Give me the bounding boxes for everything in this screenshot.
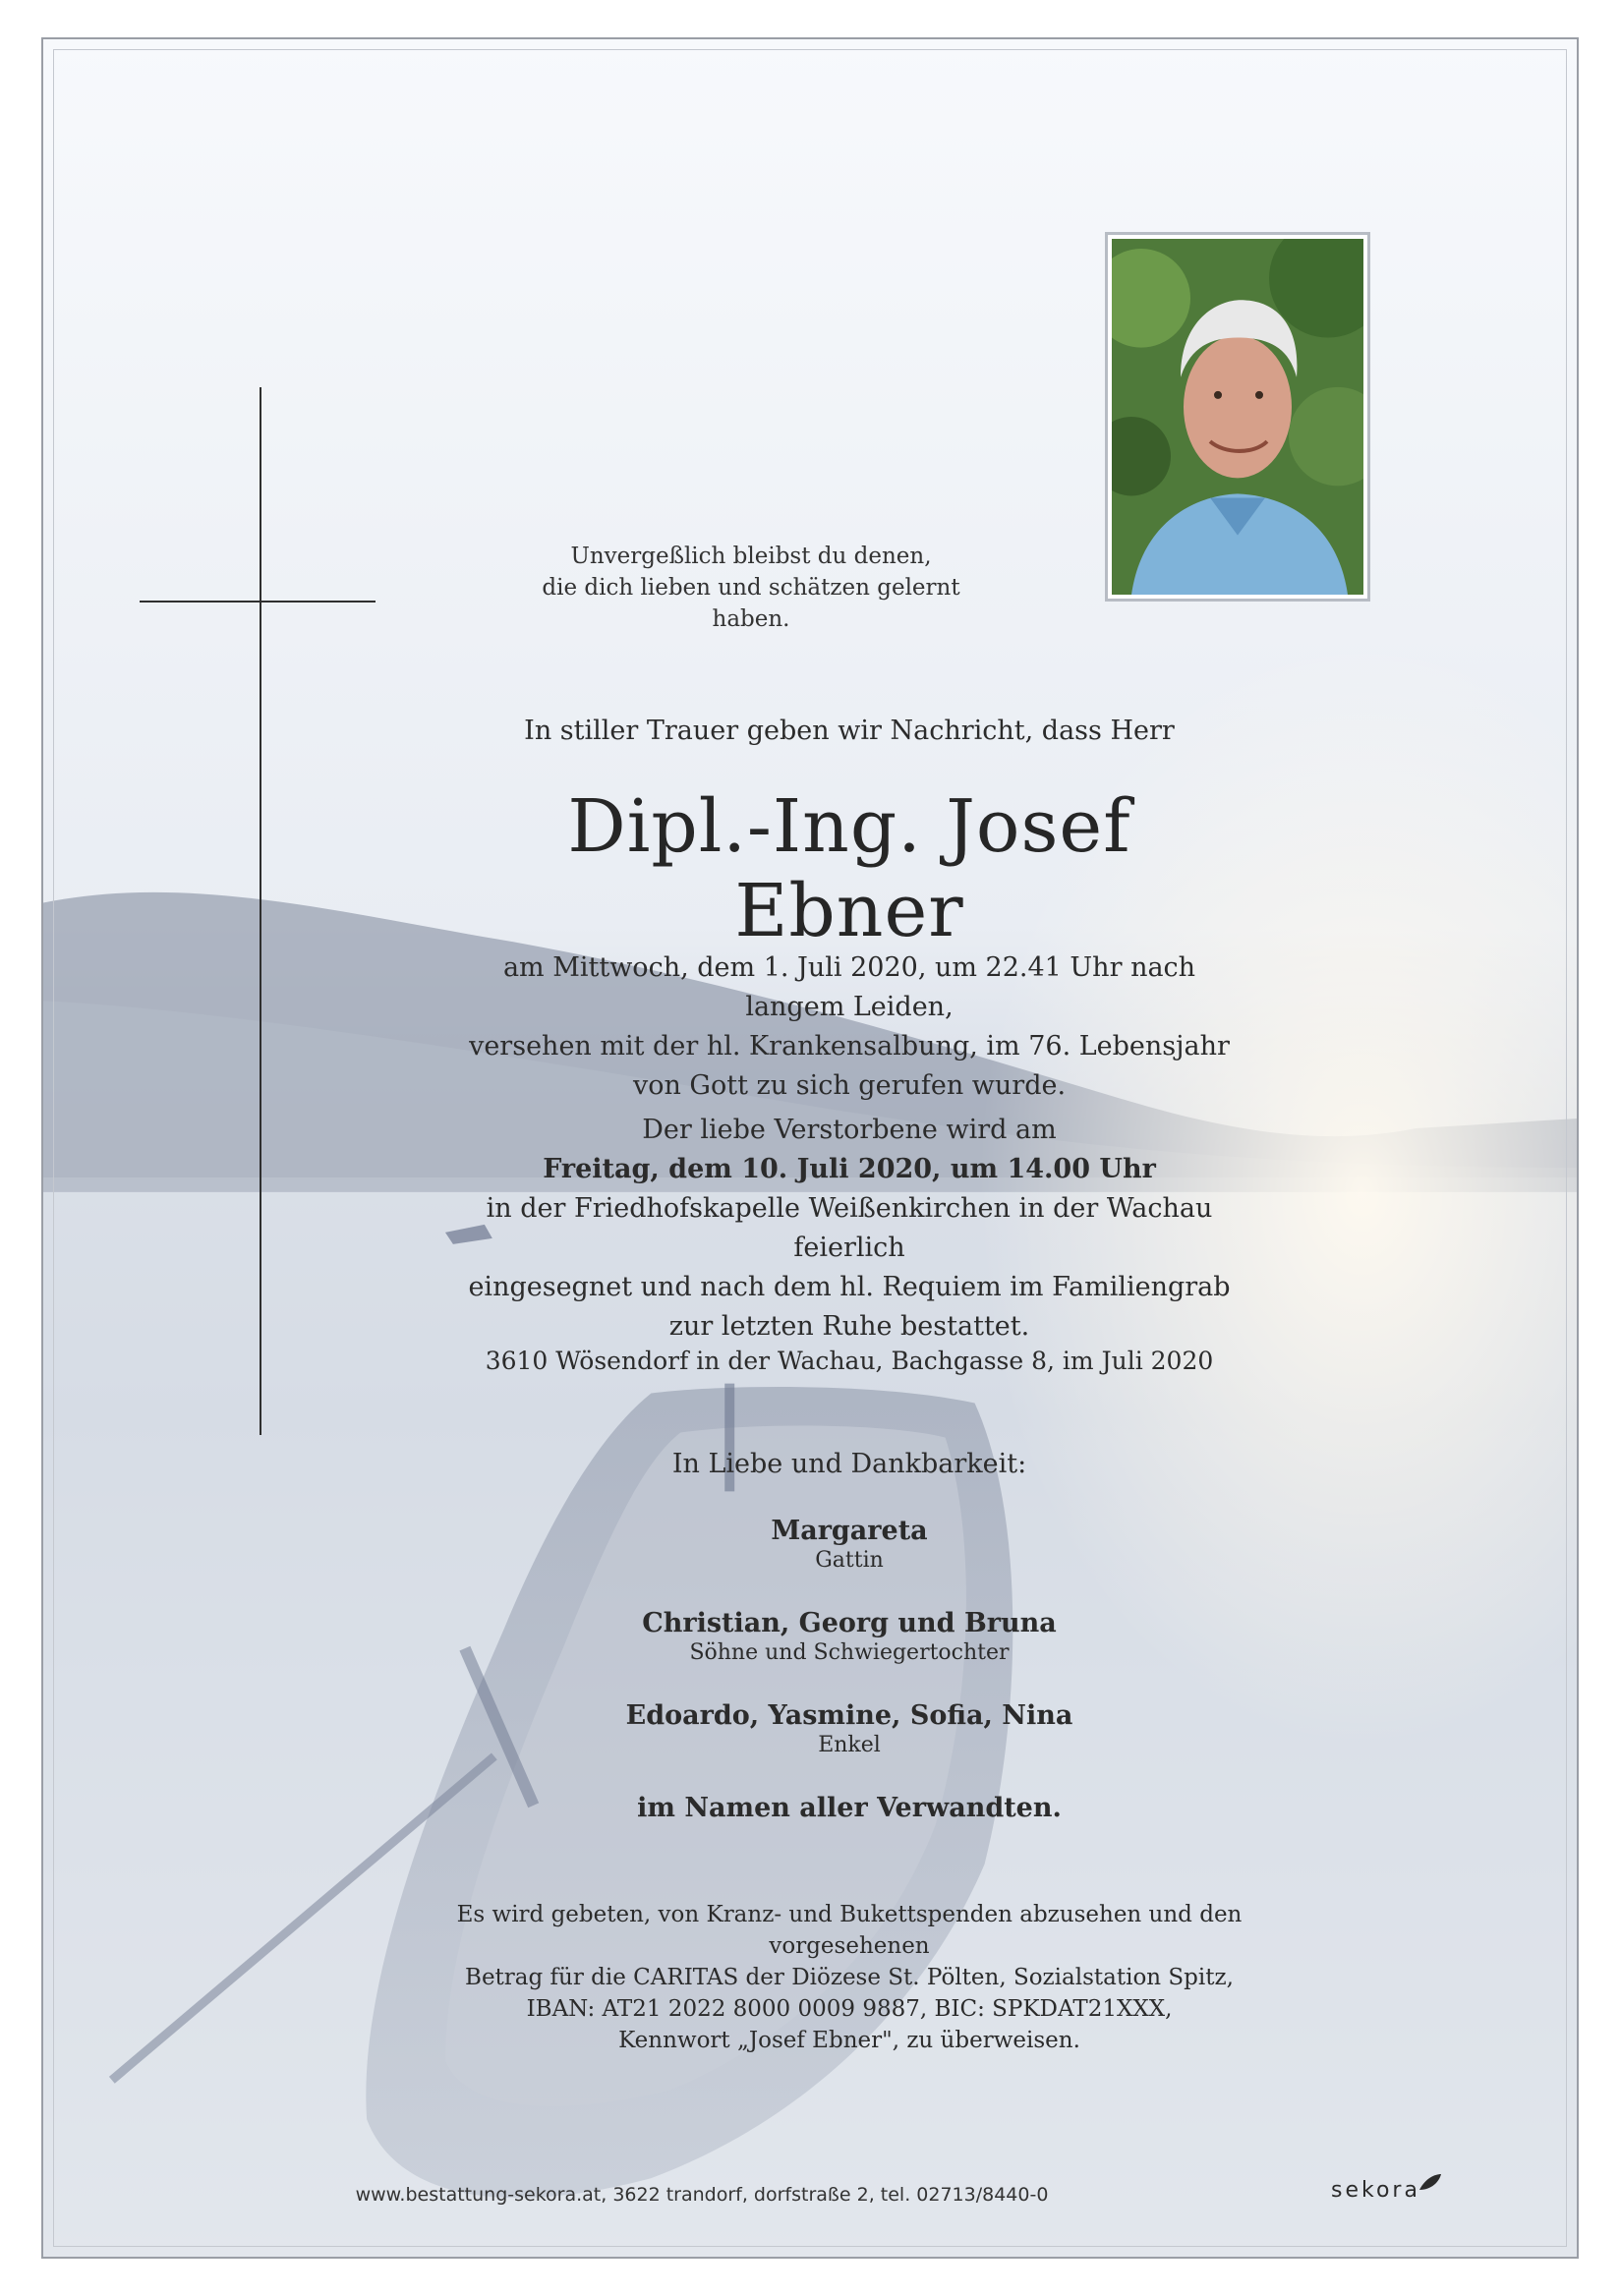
memorial-quote (505, 541, 997, 635)
cross-horizontal-bar (140, 601, 376, 603)
all-relatives-line: im Namen aller Verwandten. (637, 1793, 1062, 1823)
relative-group-3 (456, 1700, 1243, 1757)
funeral-line-1: Der liebe Verstorbene wird am (642, 1115, 1057, 1145)
donation-request (456, 1899, 1243, 2056)
portrait-photo (1105, 232, 1370, 602)
death-line-2: versehen mit der hl. Krankensalbung, im 76. Lebensjahr (469, 1031, 1230, 1062)
funeral-home-footer: www.bestattung-sekora.at, 3622 trandorf, dorfstraße 2, tel. 02713/8440-0 (355, 2184, 1049, 2206)
relative-role: Gattin (815, 1548, 884, 1573)
relative-group-2 (456, 1608, 1243, 1665)
relative-group-1 (456, 1516, 1243, 1573)
funeral-line-3: in der Friedhofskapelle Weißenkirchen in der Wachau feierlich (486, 1193, 1213, 1263)
donation-line-4: Kennwort „Josef Ebner", zu überweisen. (618, 2028, 1080, 2053)
cross-vertical-bar (260, 387, 261, 1435)
funeral-info (456, 1111, 1243, 1347)
obituary-page (41, 37, 1579, 2259)
funeral-home-logo: sekora (1331, 2178, 1420, 2203)
intro-text: In stiller Trauer geben wir Nachricht, dass Herr (524, 716, 1175, 746)
death-notice (456, 948, 1243, 1106)
quote-line-1: Unvergeßlich bleibst du denen, (570, 544, 932, 569)
relative-role: Söhne und Schwiegertochter (689, 1640, 1010, 1665)
funeral-line-5: zur letzten Ruhe bestattet. (668, 1311, 1030, 1342)
place-and-date: 3610 Wösendorf in der Wachau, Bachgasse 8, im Juli 2020 (485, 1347, 1214, 1375)
relative-names: Edoardo, Yasmine, Sofia, Nina (625, 1700, 1073, 1731)
donation-line-2: Betrag für die CARITAS der Diözese St. Pölten, Sozialstation Spitz, (465, 1965, 1234, 1990)
funeral-line-4: eingesegnet und nach dem hl. Requiem im Familiengrab (468, 1272, 1231, 1302)
leaf-icon (1418, 2172, 1443, 2194)
death-line-3: von Gott zu sich gerufen wurde. (632, 1070, 1067, 1101)
donation-line-1: Es wird gebeten, von Kranz- und Bukettspenden abzusehen und den vorgesehenen (456, 1902, 1243, 1959)
relative-names: Margareta (771, 1516, 928, 1546)
thanks-heading: In Liebe und Dankbarkeit: (671, 1449, 1027, 1479)
death-line-1: am Mittwoch, dem 1. Juli 2020, um 22.41 Uhr nach langem Leiden, (502, 952, 1196, 1022)
relative-role: Enkel (818, 1733, 881, 1757)
donation-line-3: IBAN: AT21 2022 8000 0009 9887, BIC: SPKDAT21XXX, (526, 1996, 1173, 2022)
portrait-image (1112, 239, 1363, 595)
relative-names: Christian, Georg und Bruna (642, 1608, 1057, 1638)
deceased-name: Dipl.-Ing. Josef Ebner (567, 784, 1131, 953)
quote-line-2: die dich lieben und schätzen gelernt haben. (542, 575, 960, 632)
funeral-date: Freitag, dem 10. Juli 2020, um 14.00 Uhr (543, 1154, 1156, 1184)
